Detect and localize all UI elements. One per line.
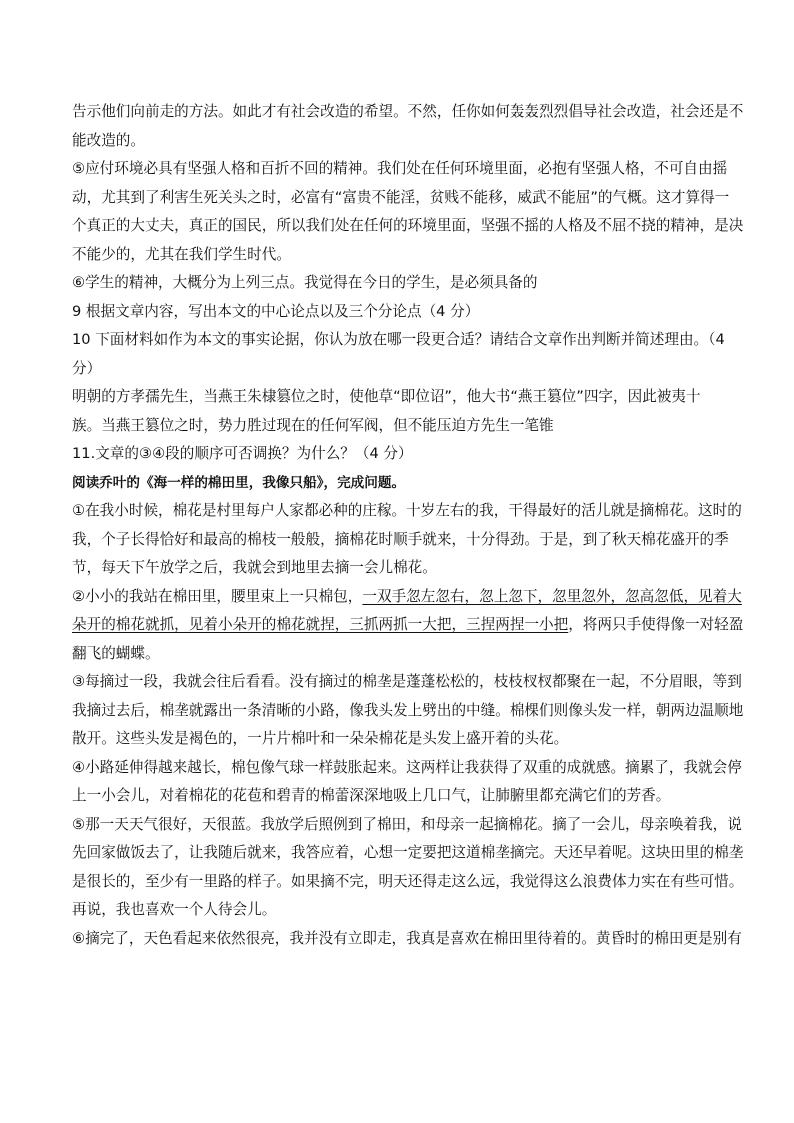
text-line: 10 下面材料如作为本文的事实论据，你认为放在哪一段更合适？请结合文章作出判断并简述理由。（4	[72, 331, 725, 348]
text-line: 分）	[72, 359, 102, 377]
question-10	[72, 326, 725, 383]
underlined-text: 朵开的棉花就抓，见着小朵开的棉花就捏，三抓两抓一大把，三捏两捏一小把	[72, 616, 569, 633]
text-line: ⑥摘完了，天色看起来依然很亮，我并没有立即走，我真是喜欢在棉田里待着的。黄昏时的棉田更是别有	[72, 929, 742, 947]
text-line	[72, 611, 744, 640]
underlined-text: 一双手忽左忽右，忽上忽下，忽里忽外，忽高忽低，见着大	[362, 587, 742, 605]
text-span: ②小小的我站在棉田里，腰里束上一只棉包，	[72, 587, 363, 605]
text-line: 个真正的大丈夫，真正的国民，所以我们处在任何的环境里面，坚强不摇的人格及不屈不挠的精神，是决	[72, 217, 744, 234]
question-11: 11.文章的③④段的顺序可否调换？为什么？（4 分）	[72, 445, 413, 462]
text-line: 族。当燕王篡位之时，势力胜过现在的任何军阀，但不能压迫方先生一笔锥	[72, 416, 554, 434]
text-line	[72, 583, 742, 612]
reading-heading: 阅读乔叶的《海一样的棉田里，我像只船》，完成问题。	[72, 474, 406, 491]
text-line: 明朝的方孝孺先生，当燕王朱棣篡位之时，使他草“即位诏”，他大书“燕王篡位”四字，因此被夷十	[72, 388, 701, 405]
text-line: 不能少的，尤其在我们学生时代。	[72, 245, 291, 263]
material-passage	[72, 383, 722, 440]
question-9: 9 根据文章内容，写出本文的中心论点以及三个分论点（4 分）	[72, 302, 480, 320]
text-span: ，将两只手使得像一对轻盈	[568, 616, 744, 633]
text-line: ⑤应付环境必具有坚强人格和百折不回的精神。我们处在任何环境里面，必抱有坚强人格，不可自由摇	[72, 160, 728, 177]
text-line: ①在我小时候，棉花是村里每户人家都必种的庄稼。十岁左右的我，干得最好的活儿就是摘棉花。这时的	[72, 502, 742, 519]
document-page	[72, 98, 744, 953]
text-line: 散开。这些头发是褐色的，一片片棉叶和一朵朵棉花是头发上盛开着的头花。	[72, 730, 569, 747]
paragraph-5	[72, 155, 744, 269]
reading-paragraph-5	[72, 811, 744, 925]
reading-paragraph-6	[72, 925, 742, 954]
text-line: 我，个子长得恰好和最高的棉枝一般般，摘棉花时顺手就来，十分得劲。于是，到了秋天棉花盛开的季	[72, 530, 729, 548]
text-line: ④小路延伸得越来越长，棉包像气球一样鼓胀起来。这两样让我获得了双重的成就感。摘累了，我就会停	[72, 758, 742, 776]
text-line: 再说，我也喜欢一个人待会儿。	[72, 901, 277, 918]
text-line: 上一小会儿，对着棉花的花苞和碧青的棉蕾深深地吸上几口气，让肺腑里都充满它们的芳香。	[72, 787, 671, 804]
paragraph-6: ⑥学生的精神，大概分为上列三点。我觉得在今日的学生，是必须具备的	[72, 274, 538, 291]
text-line: 告示他们向前走的方法。如此才有社会改造的希望。不然，任你如何轰轰烈烈倡导社会改造，社会还是不	[72, 103, 744, 120]
text-line: ⑤那一天天气很好，天很蓝。我放学后照例到了棉田，和母亲一起摘棉花。摘了一会儿，母亲唤着我，说	[72, 815, 742, 833]
text-line: 节，每天下午放学之后，我就会到地里去摘一会儿棉花。	[72, 559, 437, 576]
text-line: 能改造的。	[72, 131, 145, 149]
text-line: 翻飞的蝴蝶。	[72, 644, 160, 662]
reading-paragraph-1	[72, 497, 742, 583]
reading-paragraph-4	[72, 754, 742, 811]
text-line: ③每摘过一段，我就会往后看看。没有摘过的棉垄是蓬蓬松松的，枝枝杈杈都聚在一起，不分眉眼，等到	[72, 673, 742, 690]
reading-paragraph-2	[72, 583, 744, 669]
reading-paragraph-3	[72, 668, 744, 754]
text-line: 我摘过去后，棉垄就露出一条清晰的小路，像我头发上劈出的中缝。棉棵们则像头发一样，朝两边温顺地	[72, 701, 744, 719]
text-line: 动，尤其到了利害生死关头之时，必富有“富贵不能淫，贫贱不能移，威武不能屈”的气概。这才算得一	[72, 188, 730, 206]
text-line: 是很长的，至少有一里路的样子。如果摘不完，明天还得走这么远，我觉得这么浪费体力实在有些可惜。	[72, 872, 744, 890]
text-line: 先回家做饭去了，让我随后就来，我答应着，心想一定要把这道棉垄摘完。天还早着呢。这块田里的棉垄	[72, 844, 744, 861]
